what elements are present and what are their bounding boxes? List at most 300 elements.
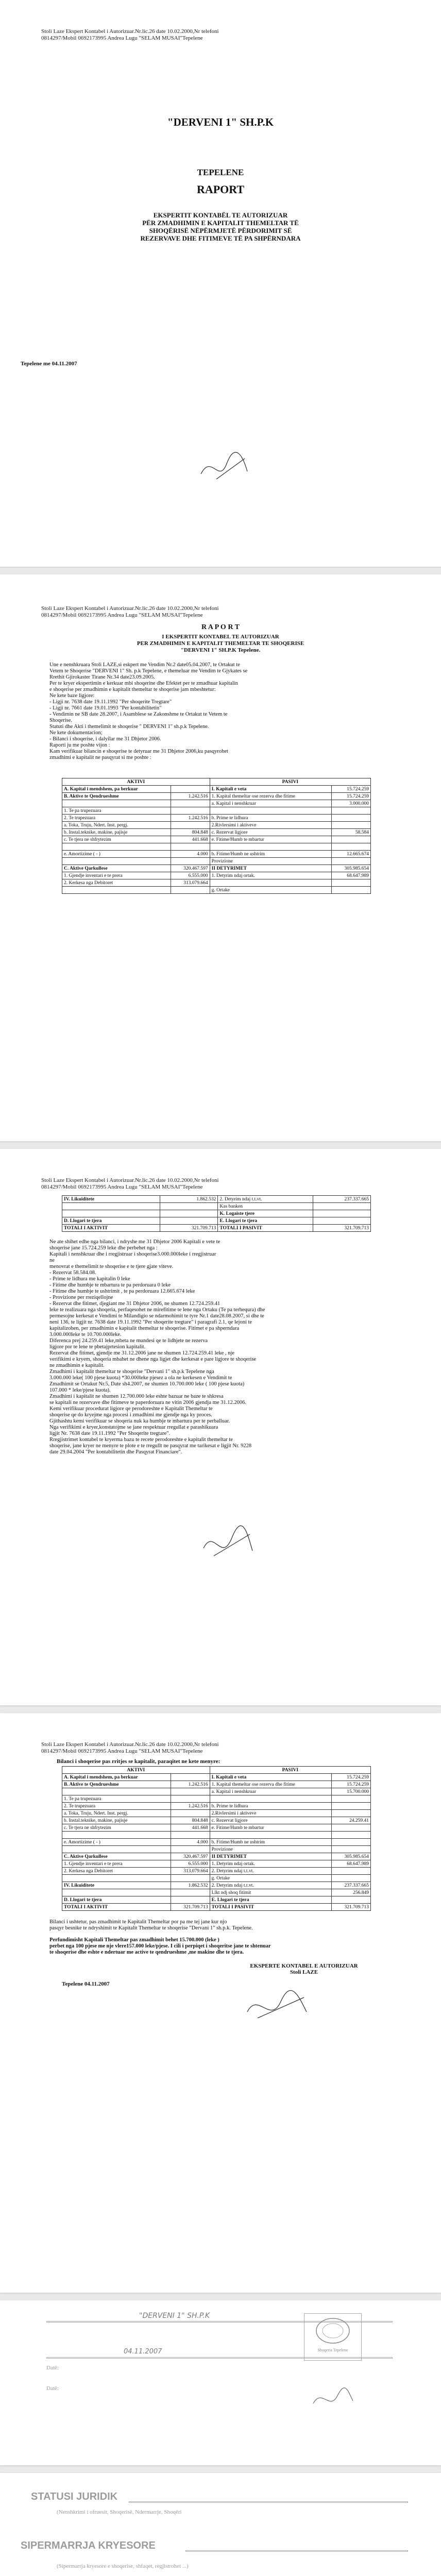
table-cell xyxy=(171,1875,210,1882)
table-row xyxy=(62,1882,371,1889)
page-status xyxy=(0,2473,441,2576)
table-cell xyxy=(171,1795,210,1803)
text-line: te shoqerise dhe eshte e ndertuar me active te qendrueshme ,me makine dhe te tjera. xyxy=(49,1950,244,1955)
text-line: leke te realizuara nga shoqeria, perfaqesohet ne mirefitime te lene nga Ortaku (Te pa terhequra) dhe xyxy=(49,1307,265,1313)
table-cell xyxy=(331,1868,370,1875)
closing-date: Tepelene 04.11.2007 xyxy=(62,1981,110,1987)
table-cell xyxy=(62,1889,171,1896)
table-cell: 804.848 xyxy=(171,1817,210,1824)
text-line: shoqerise qe do kryejme nga procesi i zmadhimi me gjendje nga ky proces. xyxy=(49,1412,212,1418)
table-cell xyxy=(160,1210,218,1217)
col-header-pasivi: PASIVI xyxy=(210,778,370,786)
text-line: Zmadhimi i kapitalit themeltar te shoqerise "Dervani 1" sh.p.k Tepelene nga xyxy=(49,1369,214,1375)
table-row xyxy=(62,1795,371,1803)
table-cell xyxy=(331,1832,370,1839)
table-row xyxy=(62,1196,371,1203)
table-cell: 1. Gjendje inventari e te prera xyxy=(62,872,171,879)
text-line: - Vendimin ne SB date 28.2007, i Asamblese se Zakonshme te Ortakut te Vetem te xyxy=(49,711,228,717)
text-line: Vetem te Shoqerise "DERVENI 1" Sh. p.k Tepelene, e themeluar me Vendim te Gjykates se xyxy=(49,668,248,674)
text-line: - Fitime dhe humbje te ushtrimit , te pa perdoruara 12.665.674 leke xyxy=(49,1289,195,1294)
table-cell: II DETYRIMET xyxy=(210,865,331,872)
table-cell: E. Llogari te tjera xyxy=(210,1896,331,1904)
text-line: - Fitime dhe humbje te mbartura te pa perdoruara 0 leke xyxy=(49,1282,171,1288)
table-cell: g. Ortake xyxy=(210,887,331,894)
letterhead-line-1: Stoli Laze Ekspert Kontabel i Autorizuar.Nr.lic.26 date 10.02.2000,Nr telefoni xyxy=(41,1741,219,1748)
text-line: Rregjistrimet kontabel te kryerma bazu te recete perodoreshte e kapitalit themeltar te xyxy=(49,1437,233,1443)
table-cell xyxy=(62,1875,171,1882)
table-cell: c. Te tjera ne shfrytezim xyxy=(62,1824,171,1832)
table-cell: B. Aktive te Qendrueshme xyxy=(62,1781,171,1788)
table-cell: 2. Detyrim ndaj t.t.vt. xyxy=(210,1868,331,1875)
table-row xyxy=(62,793,371,800)
table-cell: 6.555.000 xyxy=(171,1860,210,1868)
table-cell: 4.000 xyxy=(171,1839,210,1846)
table-cell: 58.584 xyxy=(331,829,370,836)
table-cell: 1.242.516 xyxy=(171,1781,210,1788)
table-row xyxy=(62,1832,371,1839)
table-cell: 1.242.516 xyxy=(171,1803,210,1810)
text-line: e shoqerise per zmadhimin e kapitalit themeltar te shoqerise jam mbeshtetur: xyxy=(49,687,216,692)
signature-icon xyxy=(196,443,258,489)
table-cell: c. Rezervat ligjore xyxy=(210,1817,331,1824)
table-cell: 1. Te pa trupezuara xyxy=(62,1795,171,1803)
page-balance-after xyxy=(0,1713,441,2293)
stamp-icon xyxy=(315,2317,351,2345)
table-cell: TOTALI I PASIVIT xyxy=(210,1904,331,1911)
form-date-label-2: Datë: xyxy=(46,2385,59,2392)
table-row xyxy=(62,1781,371,1788)
table-cell xyxy=(62,1788,171,1795)
table-cell xyxy=(331,822,370,829)
text-line: - Bilanci i shoqerise, i dalyilar me 31 Dhjetor 2006. xyxy=(49,736,161,742)
table-row xyxy=(62,1788,371,1795)
table-cell xyxy=(171,822,210,829)
table-cell xyxy=(62,1203,160,1210)
cover-subtitle xyxy=(0,211,441,242)
table-cell: 2.Rivlersimi i aktiveve xyxy=(210,1810,331,1817)
table-row xyxy=(62,1889,371,1896)
table-row xyxy=(62,865,371,872)
table-cell: I. Kapitali e veta xyxy=(210,1774,331,1781)
table-cell: 441.668 xyxy=(171,836,210,843)
table-cell: b. Prime te lidhura xyxy=(210,1803,331,1810)
table-cell: 2.Rivlersimi i aktiveve xyxy=(210,822,331,829)
text-line: ne xyxy=(49,1258,55,1263)
balance-sheet-after-table xyxy=(62,1766,371,1911)
table-cell xyxy=(160,1203,218,1210)
table-cell: A. Kapital i mendshem, pa berkuar xyxy=(62,786,171,793)
handwritten-company: "DERVENI 1" SH.P.K xyxy=(139,2312,210,2320)
table-cell: 68.647.989 xyxy=(331,1860,370,1868)
table-cell: 2. Te trupezuara xyxy=(62,815,171,822)
table-row xyxy=(62,858,371,865)
text-line: shoqerise jane 15.724.259 leke dhe perbehet nga : xyxy=(49,1245,158,1251)
table-cell xyxy=(331,836,370,843)
table-cell xyxy=(171,1896,210,1904)
table-cell: K. Logaiste tjere xyxy=(218,1210,313,1217)
table-cell xyxy=(160,1217,218,1225)
text-line: Ne ate shihet edhe nga bilanci, i ndryshe me 31 Dhjetor 2006 Kapitali e vete te xyxy=(49,1239,220,1245)
table-cell: Llkt ndj shoq fitimit xyxy=(210,1889,331,1896)
table-cell: II DETYRIMET xyxy=(210,1853,331,1860)
status-note: (Nenshkrimi i ofruesit, Shoqerisë, Ndermarrje, Shoqëri xyxy=(57,2509,182,2515)
table-row xyxy=(62,1875,371,1882)
text-line: zmadhimi e kapitalit ne pasqyrat si me poshte : xyxy=(49,755,151,760)
conclusion-para-2 xyxy=(49,1937,400,1956)
table-cell xyxy=(210,1832,331,1839)
table-cell: TOTALI I AKTIVIT xyxy=(62,1225,160,1232)
table-cell xyxy=(62,858,171,865)
text-line: Rrethit Gjirokaster Tirane Nr.34 date23.09.2005. xyxy=(49,674,155,680)
table-cell: 1. Detyrim ndaj ortak. xyxy=(210,1860,331,1868)
table-row xyxy=(62,1803,371,1810)
table-cell: 1. Te pa trupezuara xyxy=(62,807,171,815)
text-line: perbet nga 100 pjese me nje vlere157.000 leke/pjese. I cili i perpiqet i shoqeritse jane te shtenuar xyxy=(49,1943,271,1949)
table-cell xyxy=(210,807,331,815)
page-analysis xyxy=(0,1149,441,1705)
table-cell: e. Fitime/Humb te mbartur xyxy=(210,1824,331,1832)
text-line: Nga verifikimi e kryer,konstatojme se jane respektuar rregullat e parashikuara xyxy=(49,1425,218,1430)
table-cell: 237.337.665 xyxy=(331,1882,370,1889)
signature-title: EKSPERTE KONTABEL E AUTORIZUAR xyxy=(250,1963,358,1969)
table-cell xyxy=(62,887,171,894)
table-cell: 321.709.713 xyxy=(331,1904,370,1911)
activity-note: (Sipermarrja kryesore e shoqerise, shfaqet, regjistrohet ...) xyxy=(57,2563,189,2569)
table-row xyxy=(62,1824,371,1832)
table-row xyxy=(62,879,371,887)
text-line: Kapitali i nenshkruar dhe i rregjistruar i shoqerise3.000.000leke i rregjistruar xyxy=(49,1251,216,1257)
table-cell xyxy=(62,1832,171,1839)
table-cell xyxy=(331,1810,370,1817)
table-cell: 256.849 xyxy=(331,1889,370,1896)
table-cell xyxy=(331,1846,370,1853)
signature-icon xyxy=(242,1986,314,2027)
table-cell xyxy=(171,1788,210,1795)
table-row xyxy=(62,836,371,843)
table-cell xyxy=(171,1774,210,1781)
table-cell xyxy=(62,800,171,807)
signature-block xyxy=(227,1963,381,1975)
table-cell: 15.724.259 xyxy=(331,1774,370,1781)
table-cell: c. Te tjera ne shfrytezim xyxy=(62,836,171,843)
table-cell: C. Aktive Qarkullese xyxy=(62,865,171,872)
table-row xyxy=(62,1853,371,1860)
subtitle-line: REZERVAVE DHE FITIMEVE TË PA SHPËRNDARA xyxy=(140,234,301,242)
table-cell xyxy=(331,807,370,815)
page-cover xyxy=(0,0,441,567)
table-cell: 2. Kerkesa nga Debitoret xyxy=(62,1868,171,1875)
table-cell: D. Llogari te tjera xyxy=(62,1896,171,1904)
table-cell: 320.467.597 xyxy=(171,865,210,872)
text-line: Ne kete dokumentacion; xyxy=(49,730,103,736)
table-cell: 1.862.532 xyxy=(160,1196,218,1203)
table-cell: A. Kapital i mendshem, pa berkuar xyxy=(62,1774,171,1781)
text-line: 3.000.000 leke( 100 pjese kuota) *30.000leke pjesez a ola ne kerkesen e Vendimit te xyxy=(49,1375,232,1381)
text-line: - Provizione per rreziqellojne xyxy=(49,1295,113,1300)
table-cell xyxy=(171,858,210,865)
table-cell: IV. Likuiditete xyxy=(62,1196,160,1203)
table-cell xyxy=(62,843,171,851)
table-cell xyxy=(331,1875,370,1882)
col-header-pasivi: PASIVI xyxy=(210,1767,370,1774)
text-line: Gjithashtu kemi verifikuar se shoqeria nuk ka humbje te mbartura per te perballuar. xyxy=(49,1418,230,1424)
table-row xyxy=(62,1868,371,1875)
table-cell xyxy=(171,807,210,815)
table-row xyxy=(62,815,371,822)
text-line: Shoqerise. xyxy=(49,718,73,723)
subtitle-line: EKSPERTIT KONTABËL TE AUTORIZUAR xyxy=(153,211,288,219)
table-cell: 320.467.597 xyxy=(171,1853,210,1860)
table-cell: 12.665.674 xyxy=(331,851,370,858)
table-cell xyxy=(62,1846,171,1853)
table-cell: 313.079.664 xyxy=(171,1868,210,1875)
table-cell: 2. Detyrim ndaj t.t.vt. xyxy=(210,1882,331,1889)
table-cell: c. Rezervat ligjore xyxy=(210,829,331,836)
text-line: Rezervat dhe fitimet, gjendje me 31.12.2006 jane ne shumen 12.724.259.41 leke , nje xyxy=(49,1350,234,1356)
letterhead-line-2: 0814297/Mobil 0692173995 Andrea Lugu "SELAM MUSAI"Tepelene xyxy=(41,612,203,618)
table-row xyxy=(62,807,371,815)
text-line: pasqyr besnike te ndryshimit te Kapitalit Themeltar te shoqerise "Dervani 1" sh.p.k. Tepelene. xyxy=(49,1925,253,1931)
balance-sheet-table xyxy=(62,778,371,894)
city-name: TEPELENE xyxy=(197,167,244,177)
page-form xyxy=(0,2300,441,2465)
table-cell: 321.709.713 xyxy=(160,1225,218,1232)
table-row xyxy=(62,1210,371,1217)
table-cell: 321.709.713 xyxy=(313,1225,370,1232)
table-cell: 15.724.259 xyxy=(331,1781,370,1788)
table-row xyxy=(62,872,371,879)
report-title: R A P O R T xyxy=(201,623,240,631)
col-header-aktivi: AKTIVI xyxy=(62,778,210,786)
text-line: - Rezervat 58.584.08. xyxy=(49,1270,96,1276)
subtitle-line: "DERVENI 1" SH.P.K Tepelene. xyxy=(180,647,261,653)
text-line: Bilanci i ushtetur, pas zmadhimit te Kapitalit Themeltar por pa me tej jane kur njo xyxy=(49,1919,227,1925)
signature-icon xyxy=(196,1520,263,1566)
table-cell: Kas banken xyxy=(218,1203,313,1210)
table-row xyxy=(62,1860,371,1868)
table-cell xyxy=(331,843,370,851)
subtitle-line: I EKSPERTIT KONTABEL TE AUTORIZUAR xyxy=(162,634,279,640)
table-cell: 15.724.259 xyxy=(331,793,370,800)
table-row xyxy=(62,843,371,851)
table-cell: b. Fitime/Humb ne ushtrim xyxy=(210,1839,331,1846)
table-cell: b. Instal.teknike, makine, pajisje xyxy=(62,1817,171,1824)
report-title: RAPORT xyxy=(196,183,245,196)
table-cell: 1. Kapital themeltar ose rezerva dhe fitime xyxy=(210,793,331,800)
table-row xyxy=(62,1839,371,1846)
letterhead-line-2: 0814297/Mobil 0692173995 Andrea Lugu "SELAM MUSAI"Tepelene xyxy=(41,1184,203,1190)
text-line: 107.000 * leke/pjese kuota). xyxy=(49,1387,111,1393)
table-cell xyxy=(171,1832,210,1839)
table-cell: 15.700.000 xyxy=(331,1788,370,1795)
subtitle-line: PËR ZMADHIMIN E KAPITALIT THEMELTAR TË xyxy=(142,219,299,227)
handwritten-date: 04.11.2007 xyxy=(124,2348,162,2355)
table-cell xyxy=(331,887,370,894)
table-cell: Provizione xyxy=(210,1846,331,1853)
text-line: Ne kete baze ligjore: xyxy=(49,693,95,699)
table-row xyxy=(62,851,371,858)
table-row xyxy=(62,1774,371,1781)
report-subtitle xyxy=(0,634,441,654)
text-line: neni 136, te ligjit nr. 7638 date 19.11.1992 "Per shoqerite tregtare" i paragrafi 2.1, qe lejoni te xyxy=(49,1319,252,1325)
table-cell: E. Llogari te tjera xyxy=(218,1217,313,1225)
table-cell: 305.985.654 xyxy=(331,1853,370,1860)
table-cell: b. Fitime/Humb ne ushtrim xyxy=(210,851,331,858)
text-line: Zmadhimi i kapitalit ne shumen 12.700.000 leke eshte bazuar ne baze te shkresa xyxy=(49,1394,224,1399)
text-line: - Rezervat dhe fitimet, djegiant me 31 Dhjetor 2006, ne shumen 12.724.259.41 xyxy=(49,1301,220,1307)
table-cell: a. Toka, Truju, Ndert. Inst. pergj. xyxy=(62,1810,171,1817)
table-cell: 1.242.516 xyxy=(171,815,210,822)
table-row xyxy=(62,822,371,829)
text-line: ligjore por te lene te pbetajprtesion kapitalit. xyxy=(49,1344,146,1350)
text-line: shoqerise, jane kryer ne menyre te plote e te rregullt ne pasqyrat me tarikesat e ligjit Nr. 9228 xyxy=(49,1443,252,1449)
report-body xyxy=(49,662,400,761)
table-cell: C. Aktive Qarkullese xyxy=(62,1853,171,1860)
table-cell: IV. Likuiditete xyxy=(62,1882,171,1889)
table-cell xyxy=(313,1217,370,1225)
balance-heading: Bilanci i shoqerise pas rritjes se kapitalit, paraqitet ne kete menyre: xyxy=(57,1758,220,1765)
table-row xyxy=(62,1896,371,1904)
table-cell: 1. Kapital themeltar ose rezerva dhe fitime xyxy=(210,1781,331,1788)
form-date-label-1: Datë: xyxy=(46,2365,59,2371)
signature-icon xyxy=(309,2383,355,2414)
table-row xyxy=(62,1203,371,1210)
table-cell: a. Kapital i nenshkruar xyxy=(210,1788,331,1795)
table-row xyxy=(62,786,371,793)
table-cell: 321.709.713 xyxy=(171,1904,210,1911)
table-cell xyxy=(171,1810,210,1817)
text-line: permesojne kerkesat e Vendimi te Milandigio se ndarmohimit te tyre Nr.1 date28.08.2007, si dhe te xyxy=(49,1313,264,1319)
table-cell: 804.848 xyxy=(171,829,210,836)
table-cell xyxy=(331,879,370,887)
text-line: menovrat e themelimit te shoqerise e te tjere gjate viteve. xyxy=(49,1264,174,1269)
table-cell: 1. Gjendje inventari e te prera xyxy=(62,1860,171,1868)
letterhead-line-1: Stoli Laze Ekspert Kontabel i Autorizuar.Nr.lic.26 date 10.02.2000,Nr telefoni xyxy=(41,28,219,35)
text-line: Per te kryer ekspertimin e kerkuar mbi shoqerine dhe Efektet per te zmadhuar kapitalin xyxy=(49,681,238,686)
text-line: ligjit Nr. 7638 date 19.11.1992 "Per Shoqerite tregtare". xyxy=(49,1431,171,1436)
table-cell: Provizione xyxy=(210,858,331,865)
table-cell: 305.985.654 xyxy=(331,865,370,872)
table-cell: e. Amortizime ( - ) xyxy=(62,851,171,858)
table-row xyxy=(62,1817,371,1824)
table-row xyxy=(62,1810,371,1817)
signature-name: Stoli LAZE xyxy=(290,1969,318,1975)
table-cell: 313.079.664 xyxy=(171,879,210,887)
table-cell xyxy=(62,1210,160,1217)
table-cell xyxy=(331,1896,370,1904)
table-cell: e. Amortizime ( - ) xyxy=(62,1839,171,1846)
text-line: - Prime te lidhura me kapitalin 0 leke xyxy=(49,1276,130,1282)
table-cell: 441.668 xyxy=(171,1824,210,1832)
table-cell: 2. Te trupezuara xyxy=(62,1803,171,1810)
table-cell: D. Llogari te tjera xyxy=(62,1217,160,1225)
text-line: Perfundimisht Kapitali Themeltar pas zmadhimit behet 15.700.000 (leke ) xyxy=(49,1937,219,1943)
text-line: ne zmadhimin e kapitalit. xyxy=(49,1363,105,1368)
table-cell xyxy=(210,879,331,887)
text-line: Kemi verifikuar procedurat ligjore qe perodoreshte e Kapitalit Themeltar te xyxy=(49,1406,213,1412)
table-cell xyxy=(331,1803,370,1810)
page-report xyxy=(0,574,441,1141)
conclusion-para-1 xyxy=(49,1919,400,1931)
table-cell xyxy=(331,1824,370,1832)
table-row xyxy=(62,829,371,836)
table-cell: 237.337.665 xyxy=(313,1196,370,1203)
table-cell: 24.259.41 xyxy=(331,1817,370,1824)
table-cell: b. Instal.teknike, makine, pajisje xyxy=(62,829,171,836)
table-cell xyxy=(331,815,370,822)
table-cell xyxy=(171,887,210,894)
text-line: se kapitali ne rezervave dhe fitimeve te paperdoruara ne vitin 2006 gjendja me 31.12.2006. xyxy=(49,1400,246,1405)
table-cell: TOTALI I AKTIVIT xyxy=(62,1904,171,1911)
subtitle-line: PER ZMADHIMIN E KAPITALIT THEMELTAR TE SHOQERISE xyxy=(137,640,304,647)
subtitle-line: SHOQËRISË NËPËRMJETË PËRDORIMIT SË xyxy=(149,227,292,234)
table-cell: 1.242.516 xyxy=(171,793,210,800)
balance-sheet-continued xyxy=(62,1195,371,1232)
table-row xyxy=(62,1225,371,1232)
table-cell: 68.647.989 xyxy=(331,872,370,879)
table-cell: 4.000 xyxy=(171,851,210,858)
text-line: verifikimi e kryem, shoqeria mbahet ne dhene nga ligjet dhe kerkesat e pare ligjore te shoqerise xyxy=(49,1357,257,1362)
letterhead-line-1: Stoli Laze Ekspert Kontabel i Autorizuar.Nr.lic.26 date 10.02.2000,Nr telefoni xyxy=(41,1177,219,1183)
table-cell: TOTALI I PASIVIT xyxy=(218,1225,313,1232)
table-cell: 2. Kerkesa nga Debitoret xyxy=(62,879,171,887)
text-line: Kam verifikuar bilancin e shoqerise te detyruar me 31 Dhjetor 2006,ku pasqyrohet xyxy=(49,749,228,754)
table-cell xyxy=(171,843,210,851)
table-cell xyxy=(210,1795,331,1803)
company-name: "DERVENI 1" SH.P.K xyxy=(167,116,274,128)
stamp-label: Shoqeria Tepelene xyxy=(317,2348,348,2352)
table-cell xyxy=(331,858,370,865)
text-line: Zmadhimit se Ortakut Nr.5, Date sh4.2007, ne shumen 10.700.000 leke ( 100 pjese kuota) xyxy=(49,1381,245,1387)
text-line: kapitalizohen, per zmadhimin e kapitalit themeltar te shoqerise. Fitimet e pa shperndara xyxy=(49,1326,240,1331)
table-cell: g. Ortake xyxy=(210,1875,331,1882)
table-row xyxy=(62,800,371,807)
letterhead xyxy=(41,28,219,42)
letterhead-line-2: 0814297/Mobil 0692173995 Andrea Lugu "SELAM MUSAI"Tepelene xyxy=(41,1748,203,1754)
text-line: Raporti ju me poshte vijon : xyxy=(49,742,110,748)
table-row xyxy=(62,1217,371,1225)
table-cell xyxy=(171,1889,210,1896)
table-cell xyxy=(313,1203,370,1210)
table-cell xyxy=(171,786,210,793)
table-row xyxy=(62,1904,371,1911)
text-line: 3.000.000leke te 10.700.000leke. xyxy=(49,1332,122,1337)
table-cell xyxy=(210,843,331,851)
table-cell xyxy=(331,1795,370,1803)
table-cell: 6.555.000 xyxy=(171,872,210,879)
table-cell xyxy=(313,1210,370,1217)
table-row xyxy=(62,887,371,894)
status-title: STATUSI JURIDIK xyxy=(31,2491,118,2502)
table-cell: I. Kapitali e veta xyxy=(210,786,331,793)
table-cell: 1.862.532 xyxy=(171,1882,210,1889)
table-row xyxy=(62,1846,371,1853)
activity-title: SIPERMARRJA KRYESORE xyxy=(21,2540,156,2551)
table-cell: e. Fitime/Humb te mbartur xyxy=(210,836,331,843)
table-cell xyxy=(171,800,210,807)
table-cell: B. Aktive te Qendrueshme xyxy=(62,793,171,800)
cover-date: Tepelene me 04.11.2007 xyxy=(21,361,77,367)
table-cell: 1. Detyrim ndaj ortak. xyxy=(210,872,331,879)
text-line: Une e nenshkruara Stoli LAZE,si eskpert me Vendim Nr.2 date05.04.2007, te Ortakut te xyxy=(49,662,240,668)
text-line: Diferenca prej 24.259.41 leke,mbeta ne mundesi qe te lidhjete ne rezerva xyxy=(49,1338,208,1344)
table-cell: 2. Detyrim ndaj t.t.vt. xyxy=(218,1196,313,1203)
letterhead-line-2: 0814297/Mobil 0692173995 Andrea Lugu "SELAM MUSAI"Tepelene xyxy=(41,35,203,41)
table-cell xyxy=(171,1846,210,1853)
text-line: Statuti dhe Akti i themelimit te shoqerise " DERVENI 1" sh.p.k Tepelene. xyxy=(49,724,209,730)
table-cell: a. Kapital i nenshkruar xyxy=(210,800,331,807)
table-cell: 15.724.259 xyxy=(331,786,370,793)
